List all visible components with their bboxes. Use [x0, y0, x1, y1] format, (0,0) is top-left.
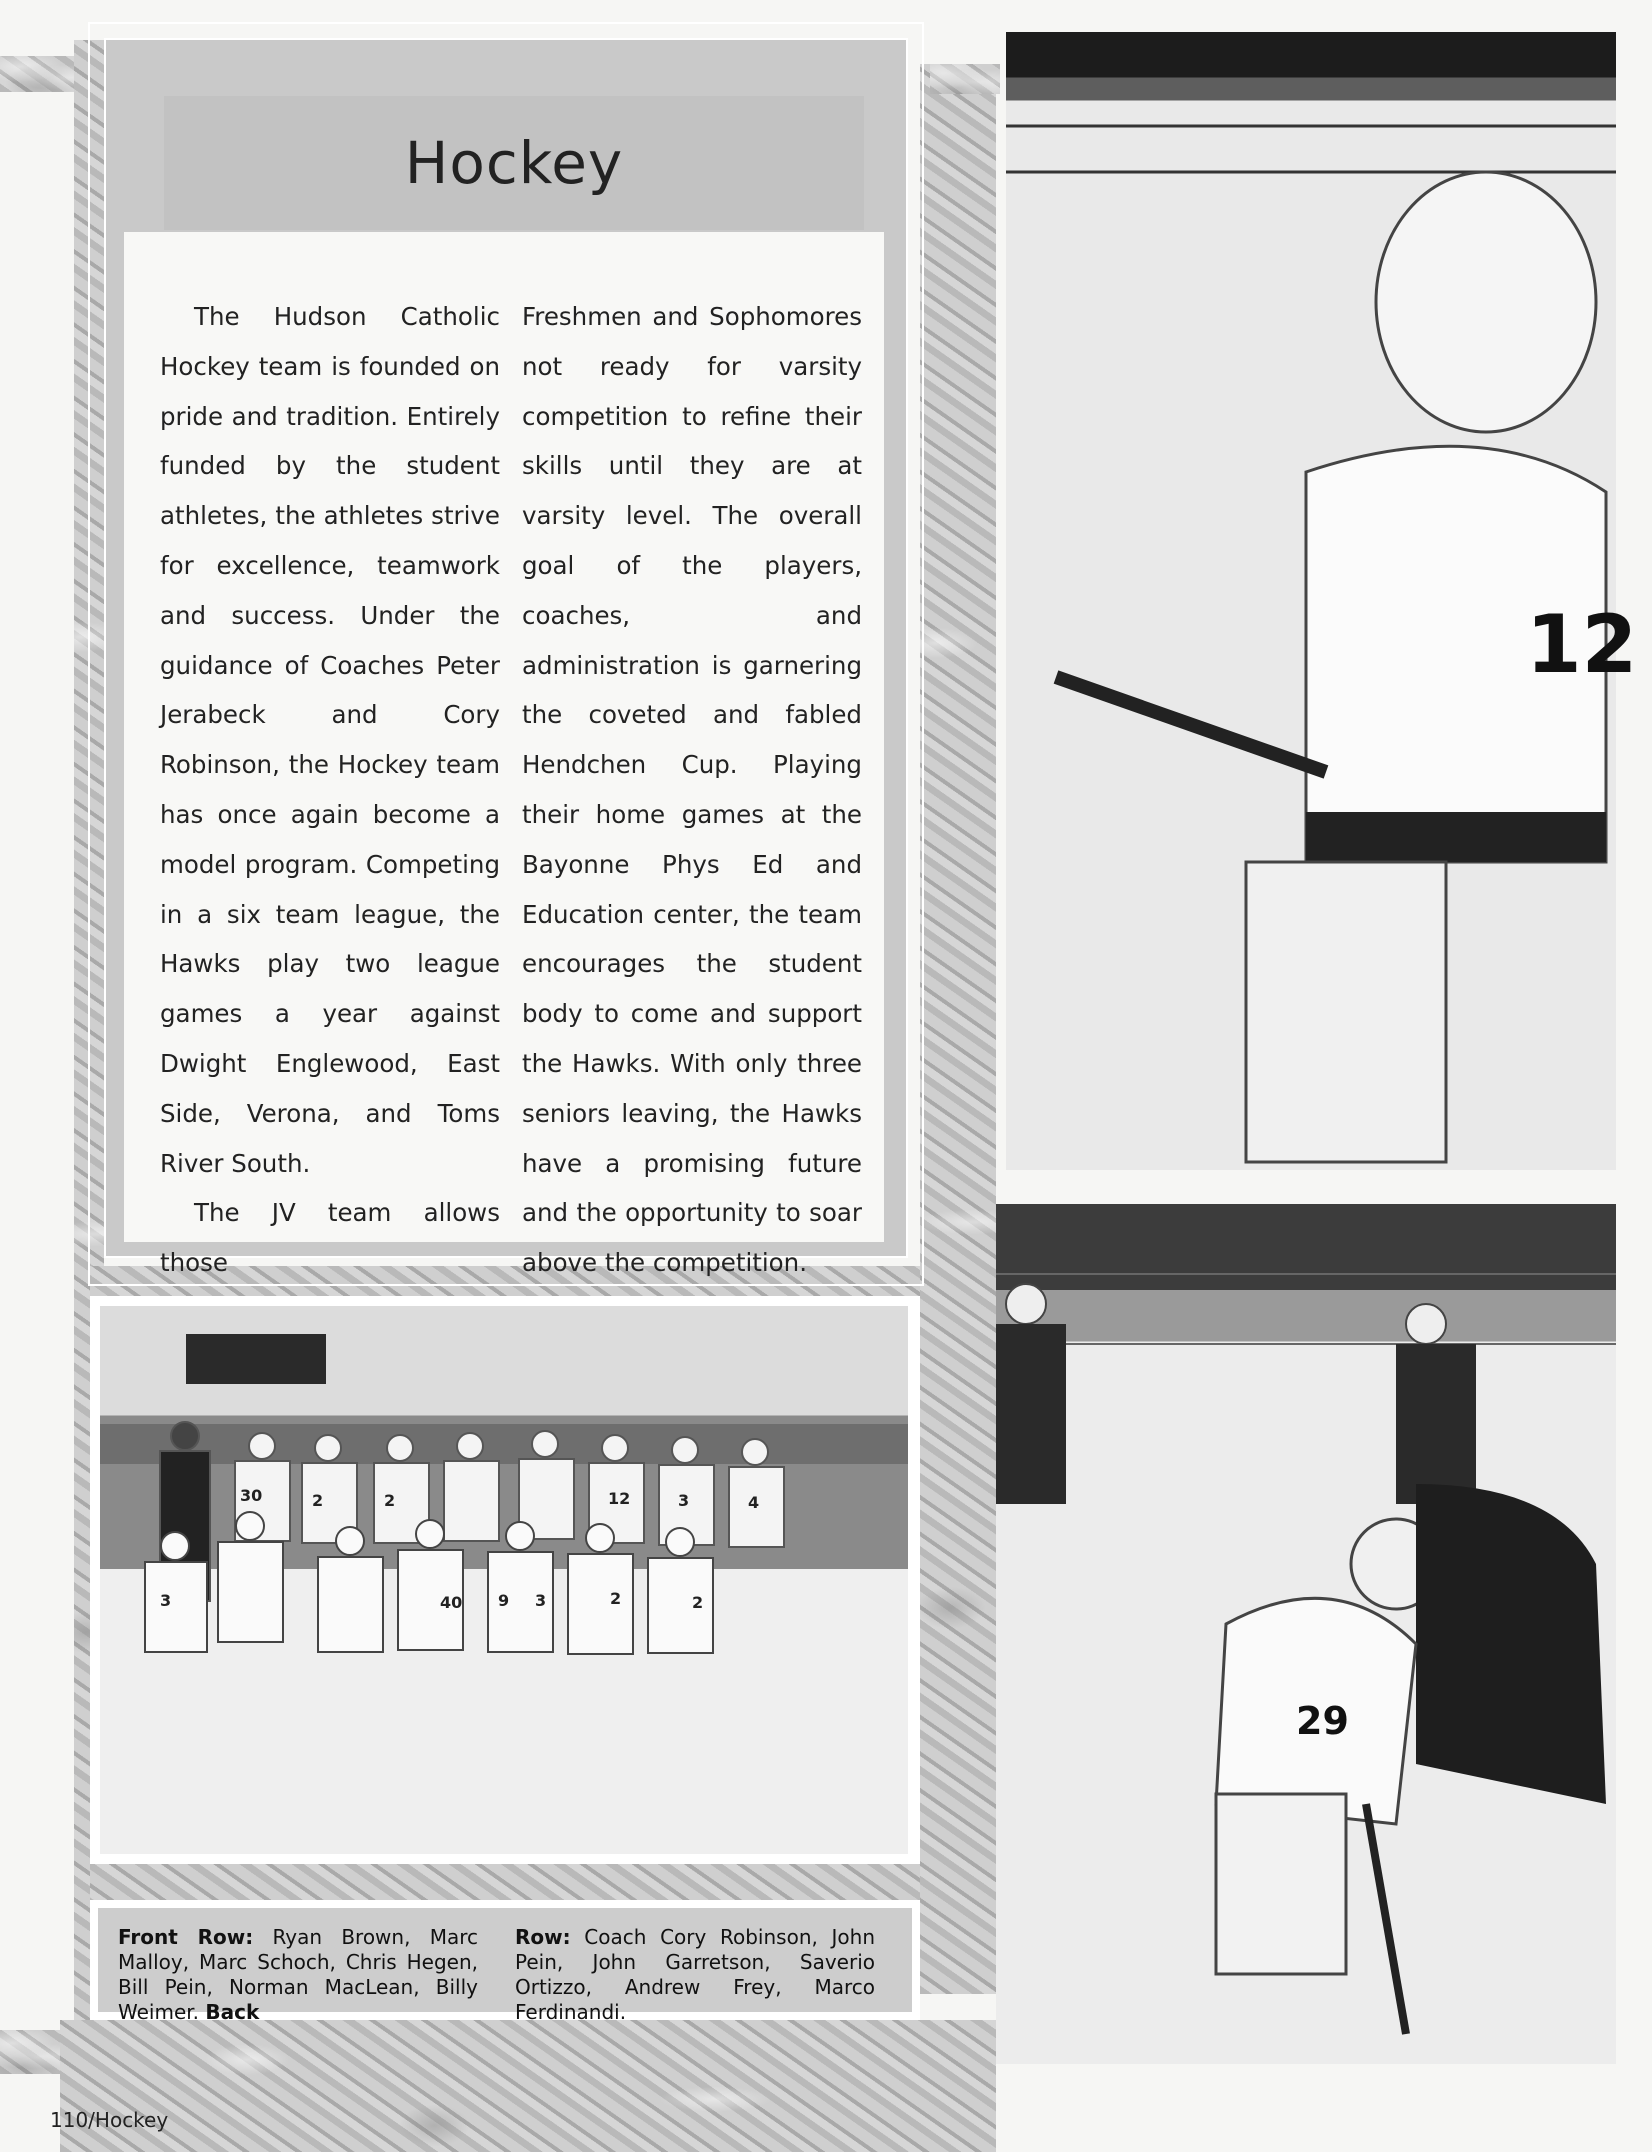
marble-border-bottom-left	[0, 2030, 60, 2074]
jersey-number: 9	[498, 1591, 510, 1610]
jersey-number: 2	[610, 1589, 622, 1608]
caption-front-names: Ryan Brown, Marc Malloy, Marc Schoch, Chris Hegen, Bill Pein, Norman MacLean, Billy Weimer.	[118, 1925, 478, 2024]
article-paragraph: Freshmen and Sophomores not ready for varsity competition to refine their skills until they are at varsity level. The overall goal of the players, coaches, and administration is garnering the coveted and fabled Hendchen Cup. Playing their home games at the Bayonne Phys Ed and Education center, the team encourages the student body to come and support the Hawks. With only three seniors leaving, the Hawks have a promising future and the opportunity to soar above the competition.	[522, 302, 862, 1278]
caption-column-left	[118, 1925, 478, 2025]
player-29-illustration	[996, 1204, 1616, 2064]
jersey-number: 3	[160, 1591, 172, 1610]
pants	[1216, 1794, 1346, 1974]
marble-border-bottom	[60, 2020, 996, 2152]
player-head	[1006, 1284, 1046, 1324]
jersey-number: 4	[748, 1493, 760, 1512]
jersey-number: 3	[535, 1591, 547, 1610]
caption-front-label: Front Row:	[118, 1925, 254, 1949]
opponent-player-front	[1416, 1484, 1606, 1804]
jersey-number: 2	[312, 1491, 324, 1510]
marble-border-top-right	[930, 64, 1000, 94]
team-photo	[100, 1306, 908, 1854]
rink-boards	[1006, 126, 1616, 172]
jersey-number: 2	[692, 1593, 704, 1612]
marble-border-mid	[920, 64, 996, 1994]
player-head	[1406, 1304, 1446, 1344]
caption-back-names: Coach Cory Robinson, John Pein, John Garretson, Saverio Ortizzo, Andrew Frey, Marco Ferdinandi.	[515, 1925, 875, 2024]
caption-back-label: Back	[205, 2000, 260, 2024]
hockey-stick	[1056, 677, 1326, 772]
rink-fence	[996, 1274, 1616, 1344]
caption-column-right	[515, 1925, 875, 2025]
team-photo-illustration	[100, 1306, 908, 1854]
jersey-stripe	[1306, 812, 1606, 862]
page-folio: 110/Hockey	[50, 2108, 169, 2132]
jersey-number: 12	[1526, 598, 1638, 691]
player-12-illustration	[1006, 32, 1638, 1170]
article-column-left	[160, 292, 500, 1288]
jersey-number: 29	[1296, 1699, 1349, 1743]
jersey-number: 30	[240, 1486, 263, 1505]
hockey-stick	[1366, 1804, 1406, 2034]
jersey-number: 2	[384, 1491, 396, 1510]
tree-line	[100, 1424, 908, 1464]
title-bar	[164, 96, 864, 230]
page-title: Hockey	[404, 129, 624, 197]
player-12-photo	[1006, 32, 1638, 1170]
jersey-number: 12	[608, 1489, 631, 1508]
opponent-player	[996, 1324, 1066, 1504]
article-column-right	[522, 292, 862, 1288]
opponent-player	[1396, 1344, 1476, 1504]
caption-back-label-cont: Row:	[515, 1925, 571, 1949]
pants	[1246, 862, 1446, 1162]
jersey-number: 3	[678, 1491, 690, 1510]
article-paragraph: The Hudson Catholic Hockey team is founded on pride and tradition. Entirely funded by the student athletes, the athletes strive for excellence, teamwork and success. Under the guidance of Coaches Peter Jerabeck and Cory Robinson, the Hockey team has once again become a model program. Competing in a six team league, the Hawks play two league games a year against Dwight Englewood, East Side, Verona, and Toms River South.	[160, 302, 500, 1178]
scoreboard	[186, 1334, 326, 1384]
jersey-number: 40	[440, 1593, 463, 1612]
player-29-photo	[996, 1204, 1616, 2064]
article-paragraph: The JV team allows those	[160, 1198, 500, 1278]
helmet	[1376, 172, 1596, 432]
